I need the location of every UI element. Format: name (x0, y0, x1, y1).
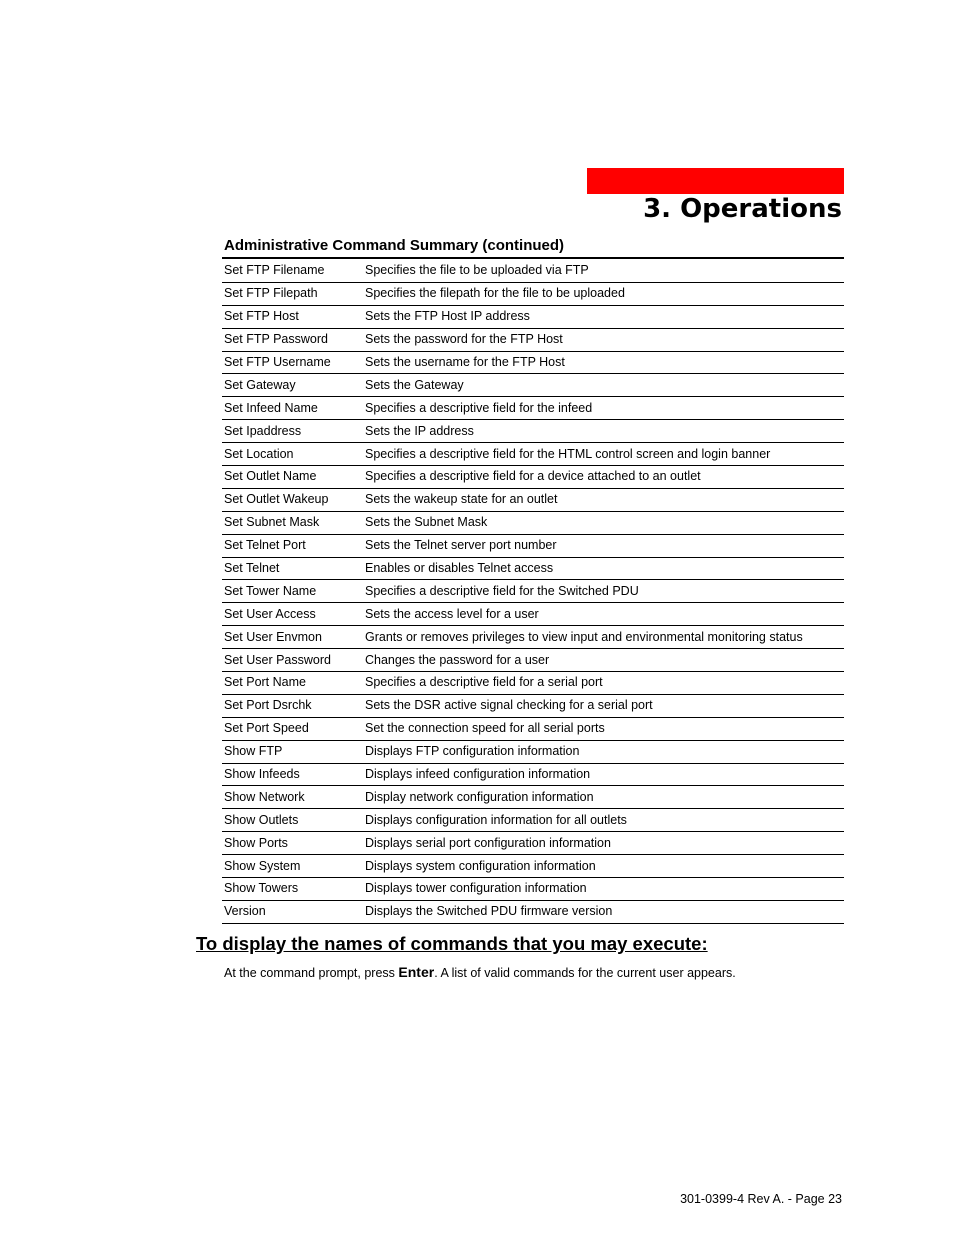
command-name-cell: Set Subnet Mask (222, 511, 363, 534)
table-row (222, 466, 844, 489)
command-name-cell: Set Port Name (222, 672, 363, 695)
command-description-cell: Grants or removes privileges to view input and environmental monitoring status (363, 626, 844, 649)
table-row (222, 397, 844, 420)
table-row (222, 809, 844, 832)
table-top-rule (222, 257, 844, 259)
table-row (222, 626, 844, 649)
command-name-cell: Version (222, 900, 363, 923)
command-description-cell: Sets the wakeup state for an outlet (363, 488, 844, 511)
command-description-cell: Displays the Switched PDU firmware version (363, 900, 844, 923)
command-table-body (222, 260, 844, 923)
chapter-title: 3. Operations (643, 194, 842, 224)
command-description-cell: Sets the Telnet server port number (363, 534, 844, 557)
command-name-cell: Set Port Speed (222, 717, 363, 740)
command-description-cell: Displays FTP configuration information (363, 740, 844, 763)
table-row (222, 488, 844, 511)
enter-key-label: Enter (398, 964, 435, 980)
command-description-cell: Specifies the file to be uploaded via FTP (363, 260, 844, 282)
table-row (222, 511, 844, 534)
command-description-cell: Sets the access level for a user (363, 603, 844, 626)
chapter-accent-bar (587, 168, 844, 194)
table-row (222, 420, 844, 443)
table-row (222, 649, 844, 672)
table-row (222, 717, 844, 740)
command-description-cell: Sets the username for the FTP Host (363, 351, 844, 374)
table-row (222, 580, 844, 603)
command-name-cell: Set FTP Password (222, 328, 363, 351)
command-name-cell: Show Network (222, 786, 363, 809)
command-description-cell: Specifies a descriptive field for the infeed (363, 397, 844, 420)
command-description-cell: Displays tower configuration information (363, 878, 844, 901)
command-name-cell: Set Infeed Name (222, 397, 363, 420)
command-description-cell: Displays system configuration information (363, 855, 844, 878)
command-name-cell: Set Gateway (222, 374, 363, 397)
table-row (222, 282, 844, 305)
command-summary-table (222, 260, 844, 924)
command-description-cell: Displays infeed configuration information (363, 763, 844, 786)
command-description-cell: Displays serial port configuration information (363, 832, 844, 855)
howto-heading: To display the names of commands that you may execute: (196, 933, 708, 954)
command-description-cell: Sets the FTP Host IP address (363, 305, 844, 328)
command-name-cell: Set User Access (222, 603, 363, 626)
command-description-cell: Display network configuration information (363, 786, 844, 809)
table-row (222, 603, 844, 626)
table-row (222, 534, 844, 557)
command-name-cell: Set Port Dsrchk (222, 694, 363, 717)
command-description-cell: Sets the DSR active signal checking for a serial port (363, 694, 844, 717)
command-name-cell: Show Towers (222, 878, 363, 901)
command-description-cell: Specifies a descriptive field for the HTML control screen and login banner (363, 443, 844, 466)
command-description-cell: Specifies the filepath for the file to be uploaded (363, 282, 844, 305)
command-name-cell: Set FTP Filepath (222, 282, 363, 305)
table-row (222, 351, 844, 374)
command-name-cell: Set FTP Username (222, 351, 363, 374)
table-row (222, 328, 844, 351)
table-row (222, 557, 844, 580)
table-row (222, 694, 844, 717)
command-name-cell: Set Location (222, 443, 363, 466)
command-description-cell: Sets the Subnet Mask (363, 511, 844, 534)
command-description-cell: Sets the IP address (363, 420, 844, 443)
command-name-cell: Set FTP Host (222, 305, 363, 328)
instruction-text-before: At the command prompt, press (224, 966, 399, 980)
table-row (222, 305, 844, 328)
command-name-cell: Show Outlets (222, 809, 363, 832)
command-description-cell: Specifies a descriptive field for a device attached to an outlet (363, 466, 844, 489)
command-name-cell: Show FTP (222, 740, 363, 763)
command-name-cell: Set User Password (222, 649, 363, 672)
table-row (222, 900, 844, 923)
command-description-cell: Sets the Gateway (363, 374, 844, 397)
command-name-cell: Show System (222, 855, 363, 878)
table-row (222, 374, 844, 397)
table-row (222, 855, 844, 878)
command-description-cell: Set the connection speed for all serial ports (363, 717, 844, 740)
command-name-cell: Show Infeeds (222, 763, 363, 786)
table-row (222, 763, 844, 786)
instruction-text-after: . A list of valid commands for the current user appears. (434, 966, 736, 980)
table-row (222, 260, 844, 282)
command-name-cell: Set Ipaddress (222, 420, 363, 443)
instruction-paragraph (224, 962, 736, 983)
command-name-cell: Set Tower Name (222, 580, 363, 603)
table-row (222, 740, 844, 763)
command-description-cell: Displays configuration information for all outlets (363, 809, 844, 832)
section-heading: Administrative Command Summary (continued) (224, 237, 565, 254)
command-description-cell: Specifies a descriptive field for the Switched PDU (363, 580, 844, 603)
page-footer: 301-0399-4 Rev A. - Page 23 (680, 1192, 842, 1206)
command-name-cell: Set Telnet (222, 557, 363, 580)
table-row (222, 786, 844, 809)
command-name-cell: Set Outlet Name (222, 466, 363, 489)
command-name-cell: Set Telnet Port (222, 534, 363, 557)
command-description-cell: Changes the password for a user (363, 649, 844, 672)
table-row (222, 878, 844, 901)
table-row (222, 443, 844, 466)
command-description-cell: Enables or disables Telnet access (363, 557, 844, 580)
command-description-cell: Sets the password for the FTP Host (363, 328, 844, 351)
table-row (222, 672, 844, 695)
command-name-cell: Set User Envmon (222, 626, 363, 649)
command-name-cell: Set FTP Filename (222, 260, 363, 282)
command-name-cell: Set Outlet Wakeup (222, 488, 363, 511)
command-name-cell: Show Ports (222, 832, 363, 855)
table-row (222, 832, 844, 855)
command-description-cell: Specifies a descriptive field for a serial port (363, 672, 844, 695)
